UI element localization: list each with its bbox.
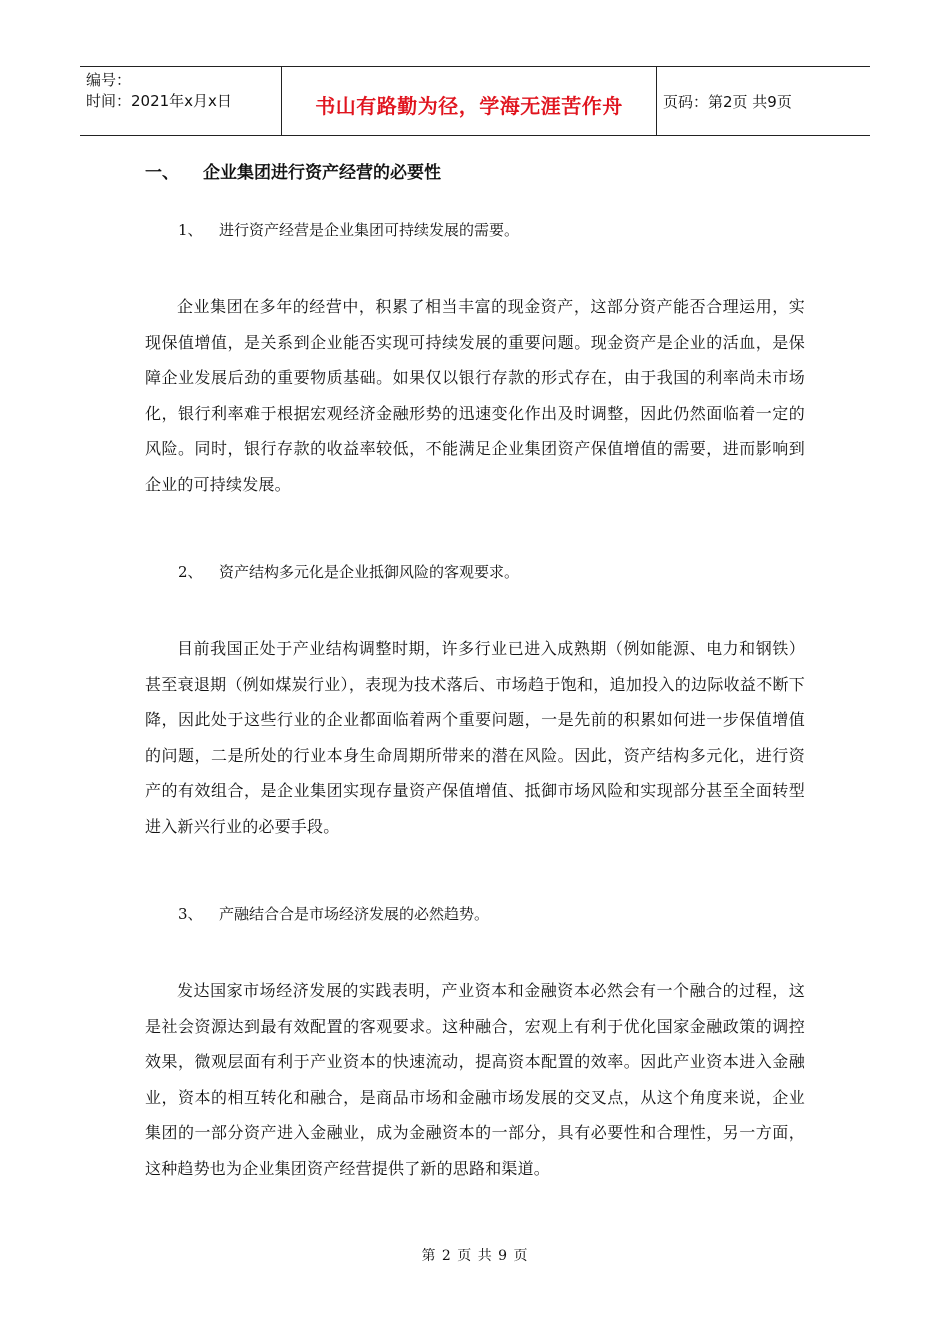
document-body <box>145 158 805 1186</box>
item-number: 2、 <box>178 563 203 581</box>
section-title: 企业集团进行资产经营的必要性 <box>203 163 441 183</box>
item-heading-3 <box>145 899 805 929</box>
item-heading-2 <box>145 557 805 587</box>
item-number: 1、 <box>178 221 203 239</box>
code-label: 编号： <box>86 71 132 89</box>
header-page-label: 页码：第2页 共9页 <box>663 92 792 111</box>
header-motto: 书山有路勤为径，学海无涯苦作舟 <box>282 67 657 135</box>
item-heading-text: 资产结构多元化是企业抵御风险的客观要求。 <box>219 563 520 581</box>
item-heading-text: 进行资产经营是企业集团可持续发展的需要。 <box>219 221 520 239</box>
section-heading <box>145 158 805 188</box>
section-number: 一、 <box>145 163 179 183</box>
item-paragraph-2: 目前我国正处于产业结构调整时期，许多行业已进入成熟期（例如能源、电力和钢铁）甚至衰退期（例如煤炭行业），表现为技术落后、市场趋于饱和，追加投入的边际收益不断下降，因此处于这些行业的企业都面临着两个重要问题，一是先前的积累如何进一步保值增值的问题，二是所处的行业本身生命周期所带来的潜在风险。因此，资产结构多元化，进行资产的有效组合，是企业集团实现存量资产保值增值、抵御市场风险和实现部分甚至全面转型进入新兴行业的必要手段。 <box>145 639 805 836</box>
item-number: 3、 <box>178 905 203 923</box>
item-paragraph-3: 发达国家市场经济发展的实践表明，产业资本和金融资本必然会有一个融合的过程，这是社会资源达到最有效配置的客观要求。这种融合，宏观上有利于优化国家金融政策的调控效果，微观层面有利于产业资本的快速流动，提高资本配置的效率。因此产业资本进入金融业，资本的相互转化和融合，是商品市场和金融市场发展的交叉点，从这个角度来说，企业集团的一部分资产进入金融业，成为金融资本的一部分，具有必要性和合理性，另一方面，这种趋势也为企业集团资产经营提供了新的思路和渠道。 <box>145 981 805 1178</box>
header-meta <box>80 67 282 135</box>
item-heading-1 <box>145 215 805 245</box>
page-header <box>80 66 870 136</box>
item-paragraph-1: 企业集团在多年的经营中，积累了相当丰富的现金资产，这部分资产能否合理运用，实现保值增值，是关系到企业能否实现可持续发展的重要问题。现金资产是企业的活血，是保障企业发展后劲的重要物质基础。如果仅以银行存款的形式存在，由于我国的利率尚未市场化，银行利率难于根据宏观经济金融形势的迅速变化作出及时调整，因此仍然面临着一定的风险。同时，银行存款的收益率较低，不能满足企业集团资产保值增值的需要，进而影响到企业的可持续发展。 <box>145 297 805 494</box>
time-label: 时间：2021年x月x日 <box>86 92 232 110</box>
page-footer: 第 2 页 共 9 页 <box>421 1248 529 1264</box>
item-heading-text: 产融结合合是市场经济发展的必然趋势。 <box>219 905 490 923</box>
